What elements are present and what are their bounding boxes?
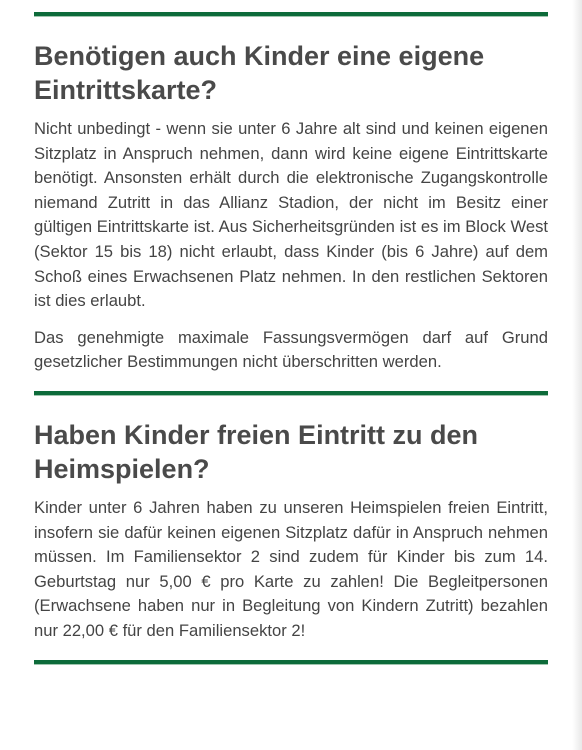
page-edge-shadow xyxy=(572,0,582,750)
faq-answer-paragraph: Kinder unter 6 Jahren haben zu unseren Heimspielen freien Eintritt, insofern sie dafür keinen eigenen Sitzplatz dafür in Anspruch nehmen müssen. Im Familiensektor 2 sind zudem für Kinder bis zum 14. Geburtstag nur 5,00 € pro Karte zu zahlen! Die Begleitpersonen (Erwachsene haben nur in Begleitung von Kindern Zutritt) bezahlen nur 22,00 € für den Familiensektor 2! xyxy=(34,497,548,640)
section-divider xyxy=(34,660,548,665)
faq-question: Benötigen auch Kinder eine eigene Eintrittskarte? xyxy=(34,41,485,105)
faq-item-free-admission xyxy=(34,396,548,660)
faq-answer-paragraph: Das genehmigte maximale Fassungsvermögen darf auf Grund gesetzlicher Bestimmungen nicht überschritten werden. xyxy=(34,327,548,372)
faq-answer-paragraph: Nicht unbedingt - wenn sie unter 6 Jahre alt sind und keinen eigenen Sitzplatz in Anspruch nehmen, dann wird keine eigene Eintrittskarte benötigt. Ansonsten erhält durch die elektronische Zugangskontrolle niemand Zutritt in das Allianz Stadion, der nicht im Besitz einer gültigen Eintrittskarte ist. Aus Sicherheitsgründen ist es im Block West (Sektor 15 bis 18) nicht erlaubt, dass Kinder (bis 6 Jahre) auf dem Schoß eines Erwachsenen Platz nehmen. In den restlichen Sektoren ist dies erlaubt. xyxy=(34,119,548,311)
faq-item-children-tickets xyxy=(34,17,548,391)
faq-content xyxy=(34,0,548,665)
faq-question: Haben Kinder freien Eintritt zu den Heimspielen? xyxy=(34,419,479,484)
